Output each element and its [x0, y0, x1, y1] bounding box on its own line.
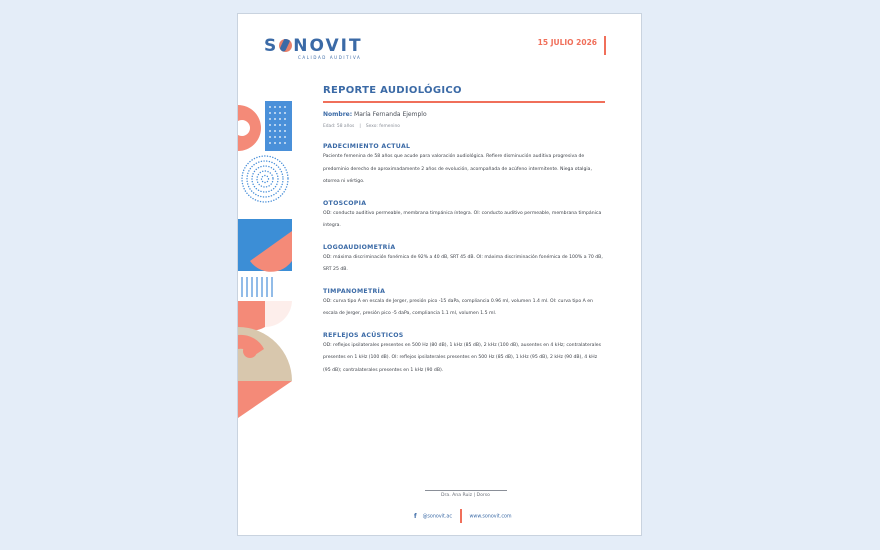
patient-name: María Fernanda Ejemplo — [354, 111, 427, 118]
section-title: PADECIMIENTO ACTUAL — [323, 143, 411, 150]
website-link[interactable]: www.sonovit.com — [469, 514, 512, 520]
patient-name-line — [323, 111, 606, 118]
decorative-pattern — [238, 101, 292, 418]
doctor-signature: Dra. Ana Ruiz | Dorso — [441, 493, 490, 498]
social-handle[interactable]: @sonovit.ac — [422, 514, 452, 520]
brand-tagline: CALIDAD AUDITIVA — [298, 55, 362, 60]
brand-name-end: NOVIT — [293, 36, 363, 56]
section-title: OTOSCOPIA — [323, 199, 367, 207]
section-text: OD: conducto auditivo permeable, membrana timpánica íntegra. OI: conducto auditivo permeable, membrana timpánica íntegra. — [323, 210, 602, 228]
name-label: Nombre: — [323, 111, 353, 118]
section-text: OD: curva tipo A en escala de Jerger, presión pico -15 daPa, compliancia 0.96 ml, volumen 1.4 ml. OI: curva tipo A en escala de Jerger, presión pico -5 daPa, compliancia 1.1 ml, volumen 1.5 ml. — [323, 298, 593, 316]
title-rule — [323, 101, 605, 103]
section-title: TIMPANOMETRÍA — [323, 287, 386, 295]
report-date: 15 JULIO 2026 — [537, 38, 597, 47]
section-text: OD: reflejos ipsilaterales presentes en 500 Hz (80 dB), 1 kHz (85 dB), 2 kHz (100 dB), ausentes en 4 kHz; contralaterales presentes en 1 kHz (100 dB). OI: reflejos ipsilaterales presentes en 500 Hz (85 dB), 1 kHz (95 dB), 2 kHz (90 dB), 4 kHz (95 dB); contralaterales presentes en 1 kHz (90 dB). — [323, 342, 601, 373]
section-timpanometria — [323, 288, 606, 321]
brand-name-start: S — [264, 36, 279, 56]
section-title: REFLEJOS ACÚSTICOS — [323, 331, 404, 339]
section-text: OD: máxima discriminación fonémica de 92% a 40 dB, SRT 45 dB. OI: máxima discriminación fonémica de 100% a 70 dB, SRT 25 dB. — [323, 254, 603, 272]
patient-age: Edad: 58 años — [323, 124, 355, 129]
logo-mark-icon — [279, 39, 292, 52]
section-padecimiento — [323, 143, 606, 189]
report-title: REPORTE AUDIOLÓGICO — [323, 85, 462, 96]
section-reflejos — [323, 332, 606, 378]
section-logoaudiometria — [323, 244, 606, 277]
brand-logo — [264, 36, 363, 60]
section-otoscopia — [323, 200, 606, 233]
patient-sex: Sexo: femenino — [365, 124, 400, 129]
signature-rule — [425, 490, 507, 491]
patient-meta: Edad: 58 años | Sexo: femenino — [323, 124, 400, 129]
footer-divider — [460, 509, 462, 523]
footer-contact — [414, 509, 512, 523]
report-content — [323, 111, 606, 388]
section-text: Paciente femenina de 58 años que acude para valoración audiológica. Refiere disminución auditiva progresiva de predominio derecho de aproximadamente 2 años de evolución, acompañada de acúfeno intermitente. Niega otalgia, otorrea ni vértigo. — [323, 154, 592, 184]
facebook-icon[interactable]: f — [414, 512, 417, 520]
section-title: LOGOAUDIOMETRÍA — [323, 243, 396, 251]
report-page — [237, 13, 642, 536]
date-accent-bar — [604, 36, 606, 55]
